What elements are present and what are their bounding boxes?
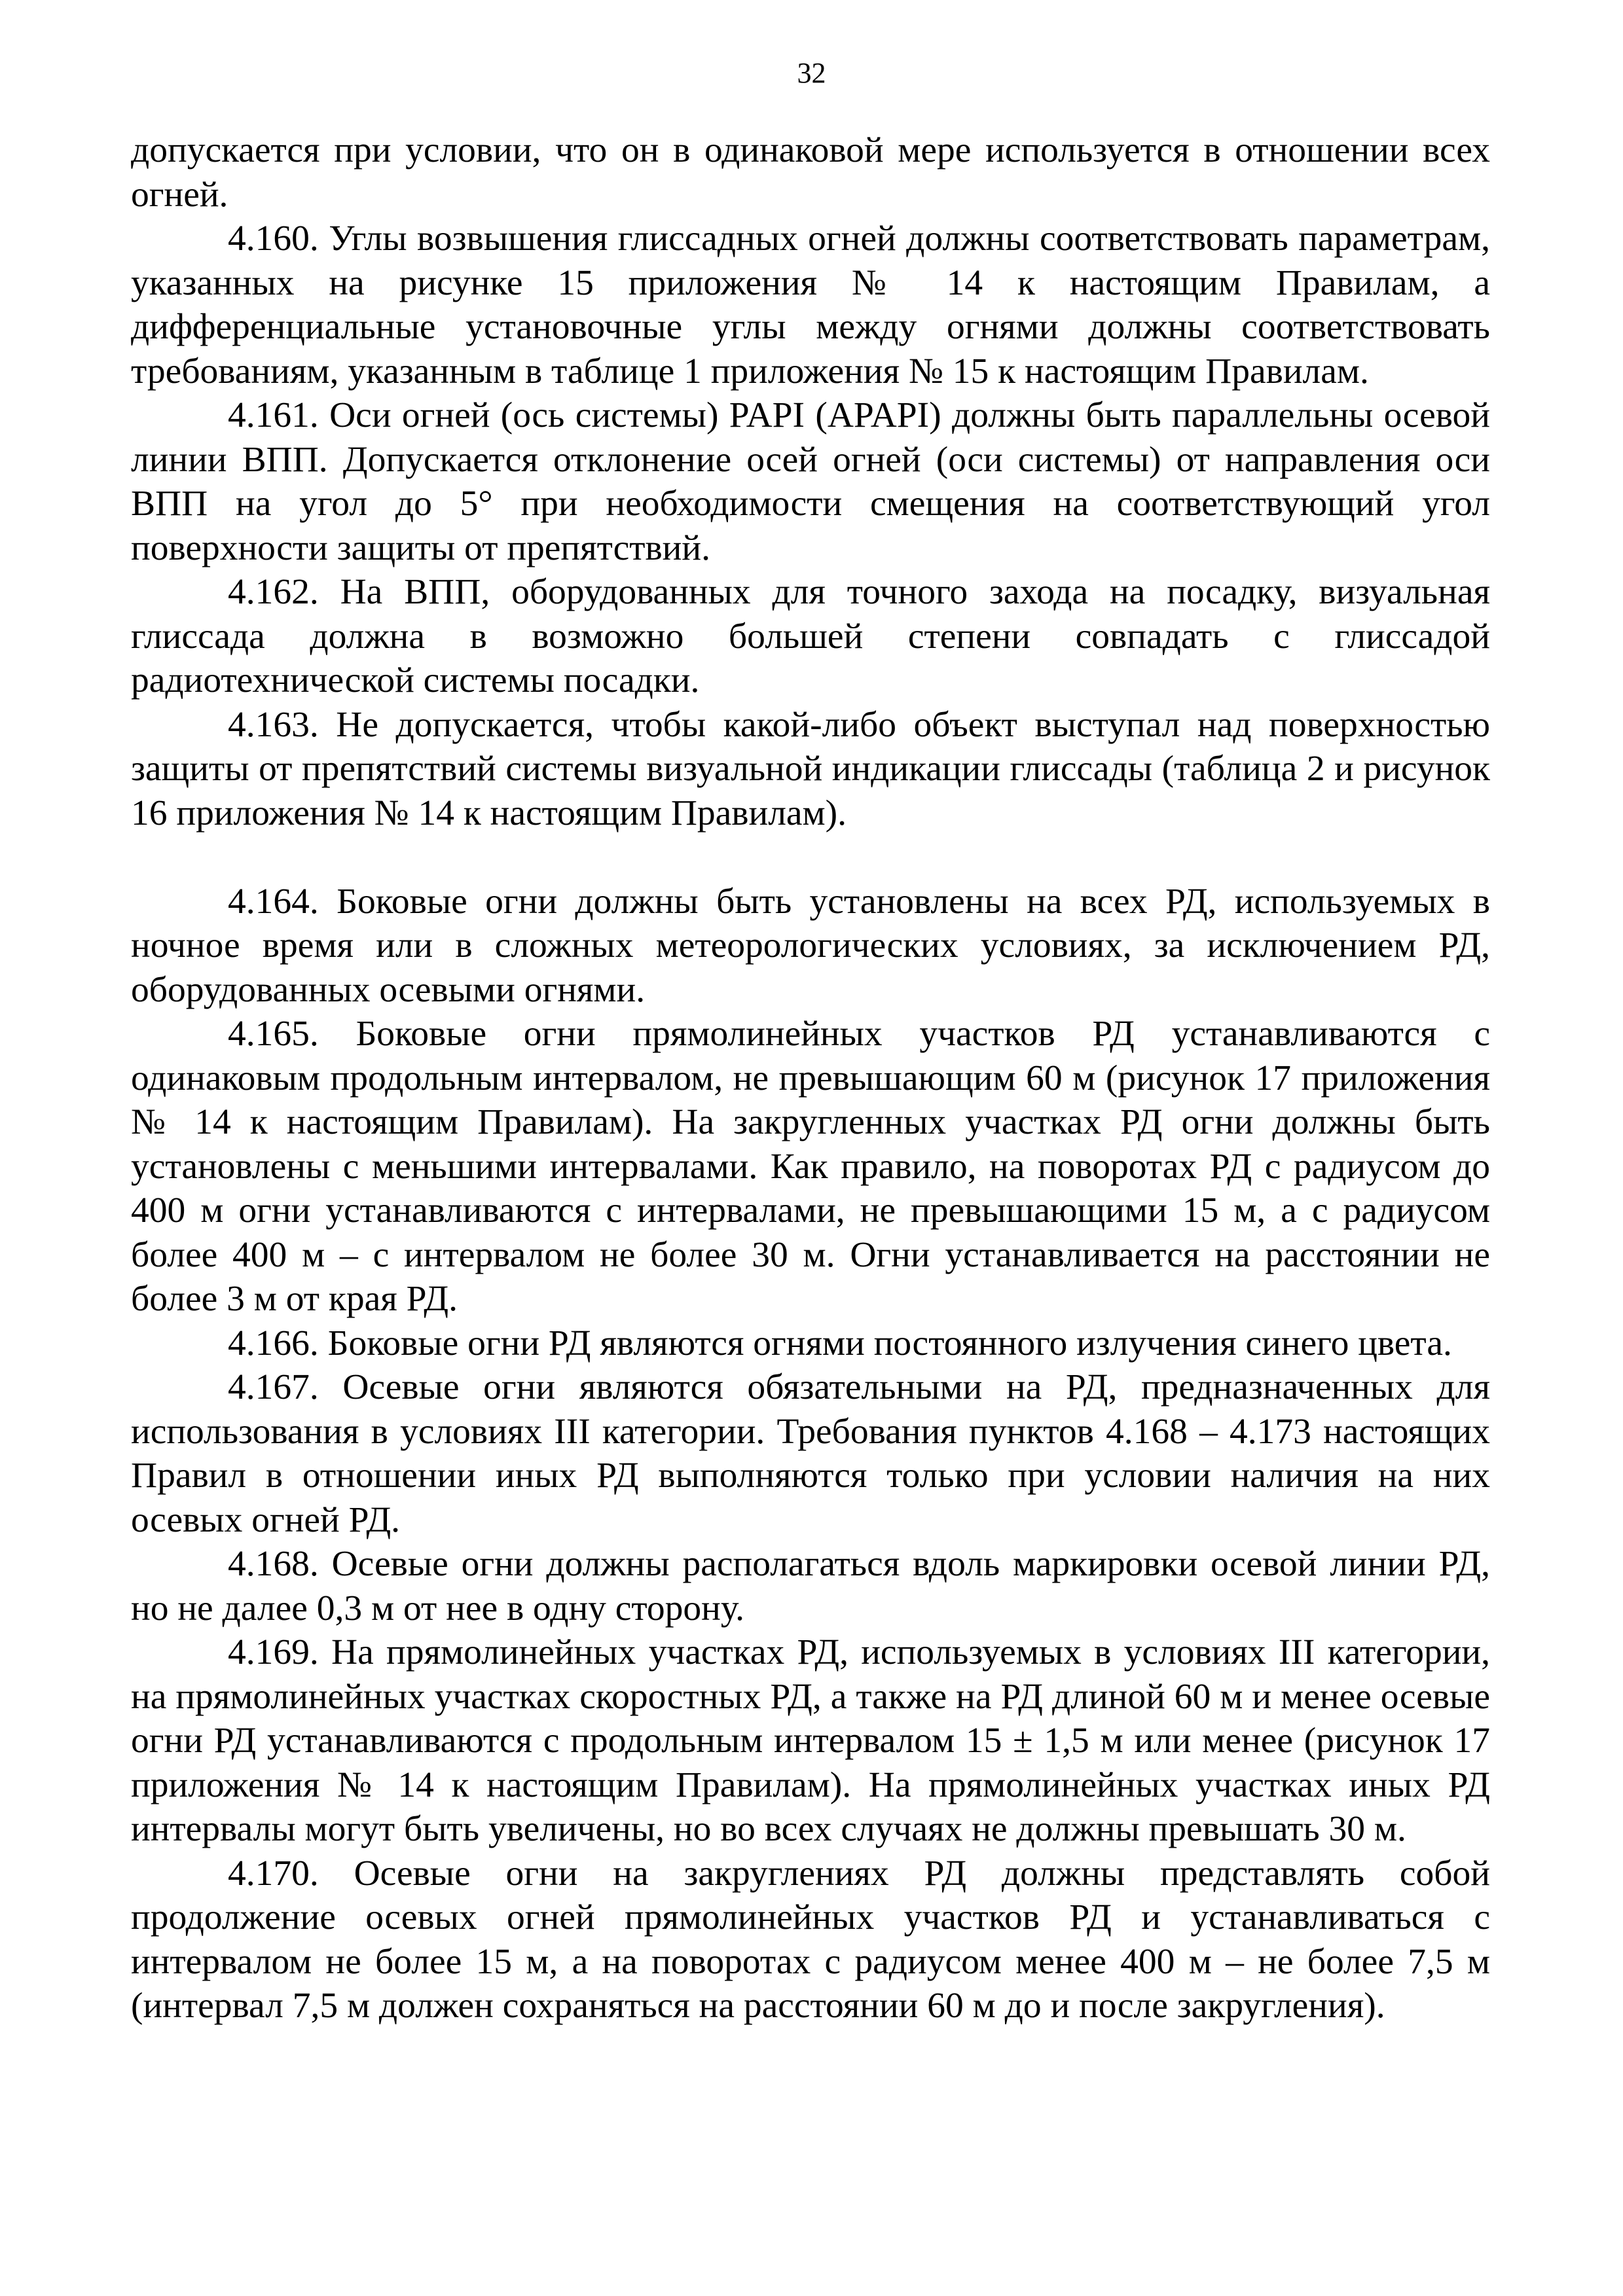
paragraph-4-165: 4.165. Боковые огни прямолинейных участков РД устанавливаются с одинаковым продольным интервалом, не превышающим 60 м (рисунок 17 приложения № 14 к настоящим Правилам). На закругленных участках РД огни должны быть установлены с меньшими интервалами. Как правило, на поворотах РД с радиусом до 400 м огни устанавливаются с интервалами, не превышающими 15 м, а с радиусом более 400 м – с интервалом не более 30 м. Огни устанавливается на расстоянии не более 3 м от края РД. <box>131 1014 1490 1319</box>
paragraph-4-162: 4.162. На ВПП, оборудованных для точного захода на посадку, визуальная глиссада должна в возможно большей степени совпадать с глиссадой радиотехнической системы посадки. <box>131 572 1490 700</box>
paragraph-4-167: 4.167. Осевые огни являются обязательными на РД, предназначенных для использования в условиях III категории. Требования пунктов 4.168 – 4.173 настоящих Правил в отношении иных РД выполняются только при условии наличия на них осевых огней РД. <box>131 1367 1490 1540</box>
paragraph-continuation: допускается при условии, что он в одинаковой мере используется в отношении всех огней. <box>131 130 1490 215</box>
paragraph-4-161: 4.161. Оси огней (ось системы) PAPI (APAPI) должны быть параллельны осевой линии ВПП. Допускается отклонение осей огней (оси системы) от направления оси ВПП на угол до 5° при необходимости смещения на соответствующий угол поверхности защиты от препятствий. <box>131 395 1490 568</box>
paragraph-4-160: 4.160. Углы возвышения глиссадных огней должны соответствовать параметрам, указанных на рисунке 15 приложения № 14 к настоящим Правилам, а дифференциальные установочные углы между огнями должны соответствовать требованиям, указанным в таблице 1 приложения № 15 к настоящим Правилам. <box>131 219 1490 391</box>
paragraph-4-163: 4.163. Не допускается, чтобы какой-либо объект выступал над поверхностью защиты от препятствий системы визуальной индикации глиссады (таблица 2 и рисунок 16 приложения № 14 к настоящим Правилам). <box>131 704 1490 833</box>
paragraph-4-168: 4.168. Осевые огни должны располагаться вдоль маркировки осевой линии РД, но не далее 0,3 м от нее в одну сторону. <box>131 1544 1490 1628</box>
paragraph-4-164: 4.164. Боковые огни должны быть установлены на всех РД, используемых в ночное время или в сложных метеорологических условиях, за исключением РД, оборудованных осевыми огнями. <box>131 881 1490 1010</box>
document-body <box>131 128 1490 2028</box>
paragraph-4-170: 4.170. Осевые огни на закруглениях РД должны представлять собой продолжение осевых огней прямолинейных участков РД и устанавливаться с интервалом не более 15 м, а на поворотах с радиусом менее 400 м – не более 7,5 м (интервал 7,5 м должен сохраняться на расстоянии 60 м до и после закругления). <box>131 1853 1490 2026</box>
paragraph-4-166: 4.166. Боковые огни РД являются огнями постоянного излучения синего цвета. <box>228 1323 1452 1363</box>
paragraph-4-169: 4.169. На прямолинейных участках РД, используемых в условиях III категории, на прямолинейных участках скоростных РД, а также на РД длиной 60 м и менее осевые огни РД устанавливаются с продольным интервалом 15 ± 1,5 м или менее (рисунок 17 приложения № 14 к настоящим Правилам). На прямолинейных участках иных РД интервалы могут быть увеличены, но во всех случаях не должны превышать 30 м. <box>131 1632 1490 1849</box>
page-number: 32 <box>797 57 826 89</box>
